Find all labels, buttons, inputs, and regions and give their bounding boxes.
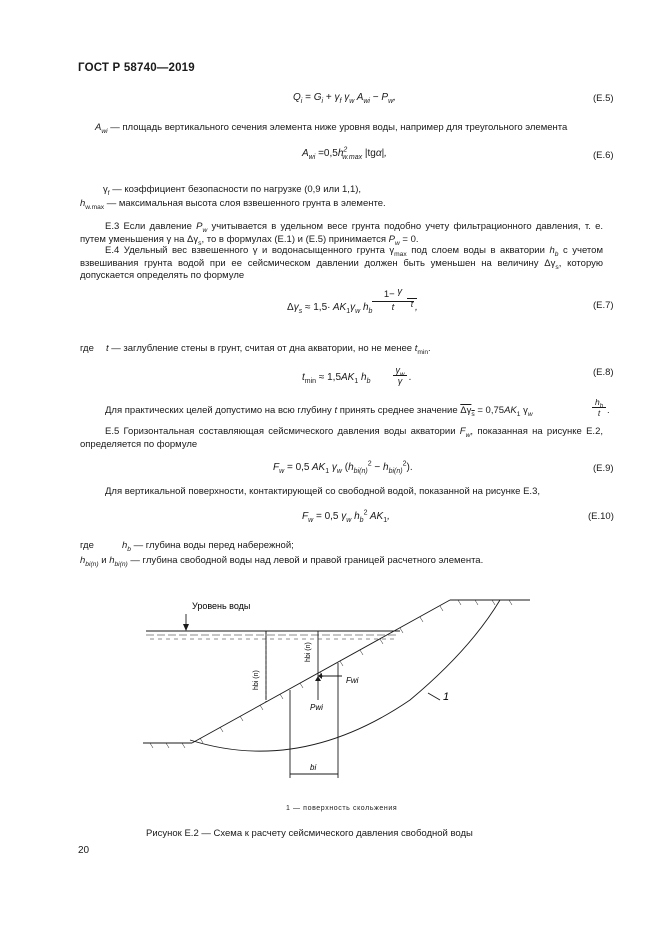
formula-e7-fraction: 1− γ t [372, 289, 414, 313]
equation-number-e8: (Е.8) [593, 367, 614, 378]
formula-e8-fraction: $\gamma_w$ γ [393, 365, 407, 386]
hb-definition: $h_b$ — глубина воды перед набережной; [122, 540, 294, 553]
label-slip-surface-number: 1 [443, 691, 450, 703]
where-label-2: где [80, 540, 94, 551]
gamma-f-definition: $\gamma_f$ — коэффициент безопасности по нагрузке (0,9 или 1,1), [103, 184, 362, 197]
figure-legend: 1 — поверхность скольжения [286, 805, 398, 812]
paragraph-e3: Е.3 Если давление $P_w$ учитывается в удельном весе грунта подобно учету фильтрационного давления, т. е. путем уменьшения γ на $\Delta\gamma_s$, то в формулах (Е.1) и (Е.5) принимается $P_w = 0$. [80, 221, 603, 247]
formula-e8: $t_{min} \approx 1,5AK_1$ $h_b$ [302, 372, 371, 385]
paragraph-e4: Е.4 Удельный вес взвешенного γ и водонасыщенного грунта $\gamma_{max}$ под слоем воды в акватории $h_b$ с учетом взвешивания грунта водой при ее сейсмическом давлении должен быть уменьшен на величину $\Delta\gamma_s$, которую допускается определять по формуле [80, 245, 603, 281]
equation-number-e6: (Е.6) [593, 150, 614, 161]
formula-e9: $F_w = 0,5$ $AK_1$ $\gamma_w$ $(h_{bi(n)}^2 - h_{bi(n)}^2)$. [273, 460, 413, 475]
formula-e7: $\Delta\gamma_s \approx 1,5\cdot AK_1\gamma_w$ $h_b$ [287, 302, 373, 315]
awi-definition: $A_{wi}$ — площадь вертикального сечения элемента ниже уровня воды, например для треугольного элемента [95, 122, 568, 135]
label-fwi: Fwi [346, 676, 359, 685]
figure-caption: Рисунок Е.2 — Схема к расчету сейсмического давления свободной воды [146, 828, 473, 839]
formula-e10: $F_w = 0,5$ $\gamma_w$ $h_b^2$ $AK_1$, [302, 509, 390, 524]
label-bi: bi [310, 763, 317, 772]
water-level-label: Уровень воды [192, 601, 251, 611]
label-hbn: hbi (n) [305, 642, 312, 662]
formula-e6: $A_{wi} =0,5h^2_{w.max}$ |tgα|, [302, 146, 387, 161]
label-hbi: hbi (n) [253, 670, 260, 690]
formula-e5: $Q_i = G_i + \gamma_f$ $\gamma_w$ $A_{wi} - P_w$, [293, 92, 396, 105]
hbi-definition: $h_{bi(n)}$ и $h_{bi(n)}$ — глубина свободной воды над левой и правой границей расчетного элемента. [80, 555, 484, 568]
equation-number-e7: (Е.7) [593, 300, 614, 311]
where-label-1: где [80, 343, 94, 354]
label-pwi: Pwi [310, 703, 323, 712]
document-page: ГОСТ Р 58740—2019 $Q_i = G_i + \gamma_f$ $\gamma_w$ $A_{wi} - P_w$, (Е.5) $A_{wi}$ — площадь вертикального сечения элемента ниже уровня воды, например для треугольного элемента $A_{wi} =0,5h^2_{w.max}$ |tgα|, (Е.6) $\gamma_f$ — коэффициент безопасности по нагрузке (0,9 или 1,1), $h_{w.max}$ — максимальная высота слоя взвешенного грунта в элементе. Е.3 Если давление $P_w$ учитывается в удельном весе грунта подобно учету фильтрационного давления, т. е. путем уменьшения γ на $\Delta\gamma_s$, то в формулах (Е.1) и (Е.5) принимается $P_w = 0$. Е.4 Удельный вес взвешенного γ и водонасыщенного грунта $\gamma_{max}$ под слоем воды в акватории $h_b$ с учетом взвешивания грунта водой при ее сейсмическом давлении должен быть уменьшен на величину $\Delta\gamma_s$, которую допускается определять по формуле $\Delta\gamma_s \approx 1,5\cdot AK_1\gamma_w$ $h_b$ 1− γ t t , (Е.7) где t — заглубление стены в грунт, считая от дна акватории, но не менее $t_{min}$. $t_{min} \approx 1,5AK_1$ $h_b$ $\gamma_w$ γ . (Е.8) Для практических целей допустимо на всю глубину t принять среднее значение $\Delta\gamma_s = 0,75AK_1$ $\gamma_w$ $h_b$ t . Е.5 Горизонтальная составляющая сейсмического давления воды акватории $F_w$, показанная на рисунке Е.2, определяется по формуле $F_w = 0,5$ $AK_1$ $\gamma_w$ $(h_{bi(n)}^2 - h_{bi(n)}^2)$. (Е.9) Для вертикальной поверхности, контактирующей со свободной водой, показанной на рисунке Е.3, $F_w = 0,5$ $\gamma_w$ $h_b^2$ $AK_1$, (Е.10) где $h_b$ — глубина воды перед набережной; $h_{bi(n)}$ и $h_{bi(n)}$ — глубина свободной воды над левой и правой границей расчетного элемента. Уровень воды hbi (n) hbi (n) Fwi Pwi bi 1 1 — поверхность скольжения Рисунок Е.2 — Схема к расчету сейсмического давления свободной воды 20 [0, 0, 661, 935]
t-definition: t — заглубление стены в грунт, считая от дна акватории, но не менее $t_{min}$. [106, 343, 431, 356]
paragraph-e5: Е.5 Горизонтальная составляющая сейсмического давления воды акватории $F_w$, показанная на рисунке Е.2, определяется по формуле [80, 426, 603, 450]
hwmax-definition: $h_{w.max}$ — максимальная высота слоя взвешенного грунта в элементе. [80, 198, 386, 211]
vertical-surface-statement: Для вертикальной поверхности, контактирующей со свободной водой, показанной на рисунке Е.3, [105, 486, 540, 497]
equation-number-e5: (Е.5) [593, 93, 614, 104]
equation-number-e9: (Е.9) [593, 463, 614, 474]
document-header: ГОСТ Р 58740—2019 [78, 62, 195, 74]
practical-fraction: $h_b$ t [592, 397, 606, 418]
slope-line [192, 600, 450, 743]
slip-surface-curve [190, 600, 500, 751]
equation-number-e10: (Е.10) [588, 511, 614, 522]
practical-statement: Для практических целей допустимо на всю глубину t принять среднее значение $\Delta\gamma_s = 0,75AK_1$ $\gamma_w$ [105, 405, 533, 418]
page-number: 20 [78, 845, 90, 856]
formula-e7-inner-fraction: t [407, 289, 417, 309]
